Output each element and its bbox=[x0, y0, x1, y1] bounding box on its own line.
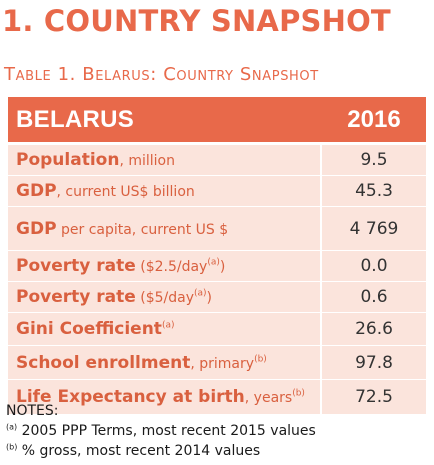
row-value: 9.5 bbox=[320, 145, 426, 175]
row-label-main: Gini Coefficient bbox=[16, 319, 162, 339]
row-label-sub: , primary bbox=[190, 355, 255, 372]
row-label-main: GDP bbox=[16, 218, 57, 239]
row-label-footnote: (a) bbox=[161, 320, 175, 331]
table-row bbox=[8, 345, 426, 379]
header-year: 2016 bbox=[347, 105, 401, 133]
page-heading: 1. COUNTRY SNAPSHOT bbox=[2, 4, 391, 38]
note-b bbox=[6, 441, 316, 461]
row-value: 0.0 bbox=[320, 251, 426, 281]
row-label-footnote: (a) bbox=[193, 288, 207, 299]
row-value: 4 769 bbox=[320, 207, 426, 250]
table-row bbox=[8, 206, 426, 250]
note-a-marker: (a) bbox=[6, 422, 18, 432]
row-label-sub-tail: ) bbox=[206, 290, 212, 306]
row-label-footnote: (a) bbox=[207, 257, 220, 268]
row-label bbox=[8, 319, 320, 339]
table-caption: Table 1. Belarus: Country Snapshot bbox=[4, 64, 319, 85]
header-country: BELARUS bbox=[16, 105, 135, 133]
row-label-main: School enrollment bbox=[16, 352, 191, 373]
row-label bbox=[8, 287, 320, 307]
row-label-sub-tail: ) bbox=[219, 259, 226, 275]
row-value: 97.8 bbox=[320, 346, 426, 379]
row-value: 45.3 bbox=[320, 176, 426, 206]
notes bbox=[6, 401, 316, 461]
row-label-main: Poverty rate bbox=[16, 287, 136, 307]
row-label-sub: , million bbox=[119, 153, 175, 169]
row-label-sub: , current US$ billion bbox=[56, 184, 195, 200]
table-row bbox=[8, 312, 426, 345]
row-label-sub: ($2.5/day bbox=[135, 259, 208, 275]
row-label bbox=[8, 256, 320, 276]
row-label bbox=[8, 150, 320, 170]
table-row bbox=[8, 175, 426, 206]
row-value: 72.5 bbox=[320, 380, 426, 414]
snapshot-table bbox=[8, 97, 426, 414]
table-row bbox=[8, 281, 426, 312]
row-label bbox=[8, 181, 320, 201]
row-label-main: Poverty rate bbox=[16, 256, 136, 276]
note-a-text: 2005 PPP Terms, most recent 2015 values bbox=[17, 423, 316, 439]
row-label bbox=[8, 219, 320, 239]
table-row bbox=[8, 250, 426, 281]
row-label-footnote: (b) bbox=[292, 388, 305, 399]
row-label bbox=[8, 353, 320, 373]
row-value: 0.6 bbox=[320, 282, 426, 312]
row-label-sub: per capita, current US $ bbox=[56, 221, 229, 238]
table-header-row bbox=[8, 97, 426, 145]
table-body bbox=[8, 145, 426, 414]
row-value: 26.6 bbox=[320, 313, 426, 345]
notes-title: NOTES: bbox=[6, 403, 59, 419]
row-label-main: Population bbox=[16, 150, 120, 170]
row-label-main: Life Expectancy at birth bbox=[16, 387, 245, 407]
table-row bbox=[8, 145, 426, 175]
row-label-main: GDP bbox=[16, 181, 57, 201]
note-b-text: % gross, most recent 2014 values bbox=[17, 443, 261, 459]
note-a bbox=[6, 421, 316, 441]
row-label-footnote: (b) bbox=[254, 354, 267, 365]
row-label-sub: , years bbox=[244, 390, 293, 406]
note-b-marker: (b) bbox=[6, 442, 18, 452]
row-label-sub: ($5/day bbox=[135, 290, 194, 306]
